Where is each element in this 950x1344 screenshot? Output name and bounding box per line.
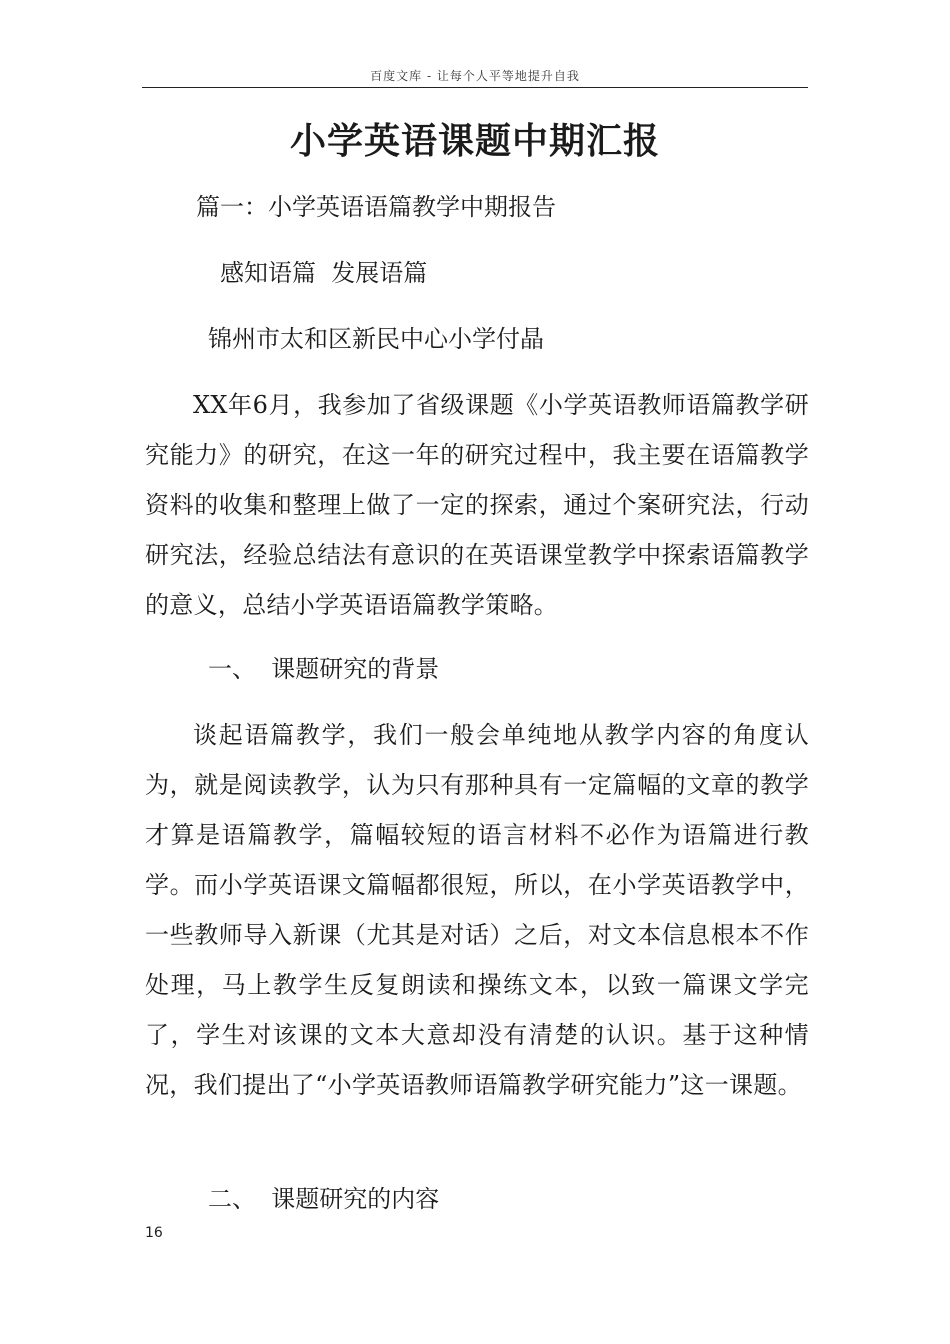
background-paragraph: 谈起语篇教学，我们一般会单纯地从教学内容的角度认为，就是阅读教学，认为只有那种具有一定篇幅的文章的教学才算是语篇教学，篇幅较短的语言材料不必作为语篇进行教学。而小学英语课文篇幅都很短，所以，在小学英语教学中，一些教师导入新课（尤其是对话）之后，对文本信息根本不作处理，马上教学生反复朗读和操练文本，以致一篇课文学完了，学生对该课的文本大意却没有清楚的认识。基于这种情况，我们提出了“小学英语教师语篇教学研究能力”这一课题。 [145, 721, 809, 1099]
header-rule [142, 87, 808, 88]
section-heading-content: 二、 课题研究的内容 [208, 1185, 440, 1213]
intro-paragraph: XX年6月，我参加了省级课题《小学英语教师语篇教学研究能力》的研究，在这一年的研究过程中，我主要在语篇教学资料的收集和整理上做了一定的探索，通过个案研究法，行动研究法，经验总结法有意识的在英语课堂教学中探索语篇教学的意义，总结小学英语语篇教学策略。 [145, 391, 809, 619]
article-tagline: 感知语篇 发展语篇 [220, 259, 428, 287]
article-subtitle: 篇一：小学英语语篇教学中期报告 [196, 193, 556, 221]
document-title: 小学英语课题中期汇报 [289, 120, 660, 162]
page-header: 百度文库 - 让每个人平等地提升自我 [370, 69, 580, 83]
page-number: 16 [145, 1225, 163, 1241]
section-heading-background: 一、 课题研究的背景 [208, 655, 440, 683]
author-line: 锦州市太和区新民中心小学付晶 [208, 325, 544, 353]
